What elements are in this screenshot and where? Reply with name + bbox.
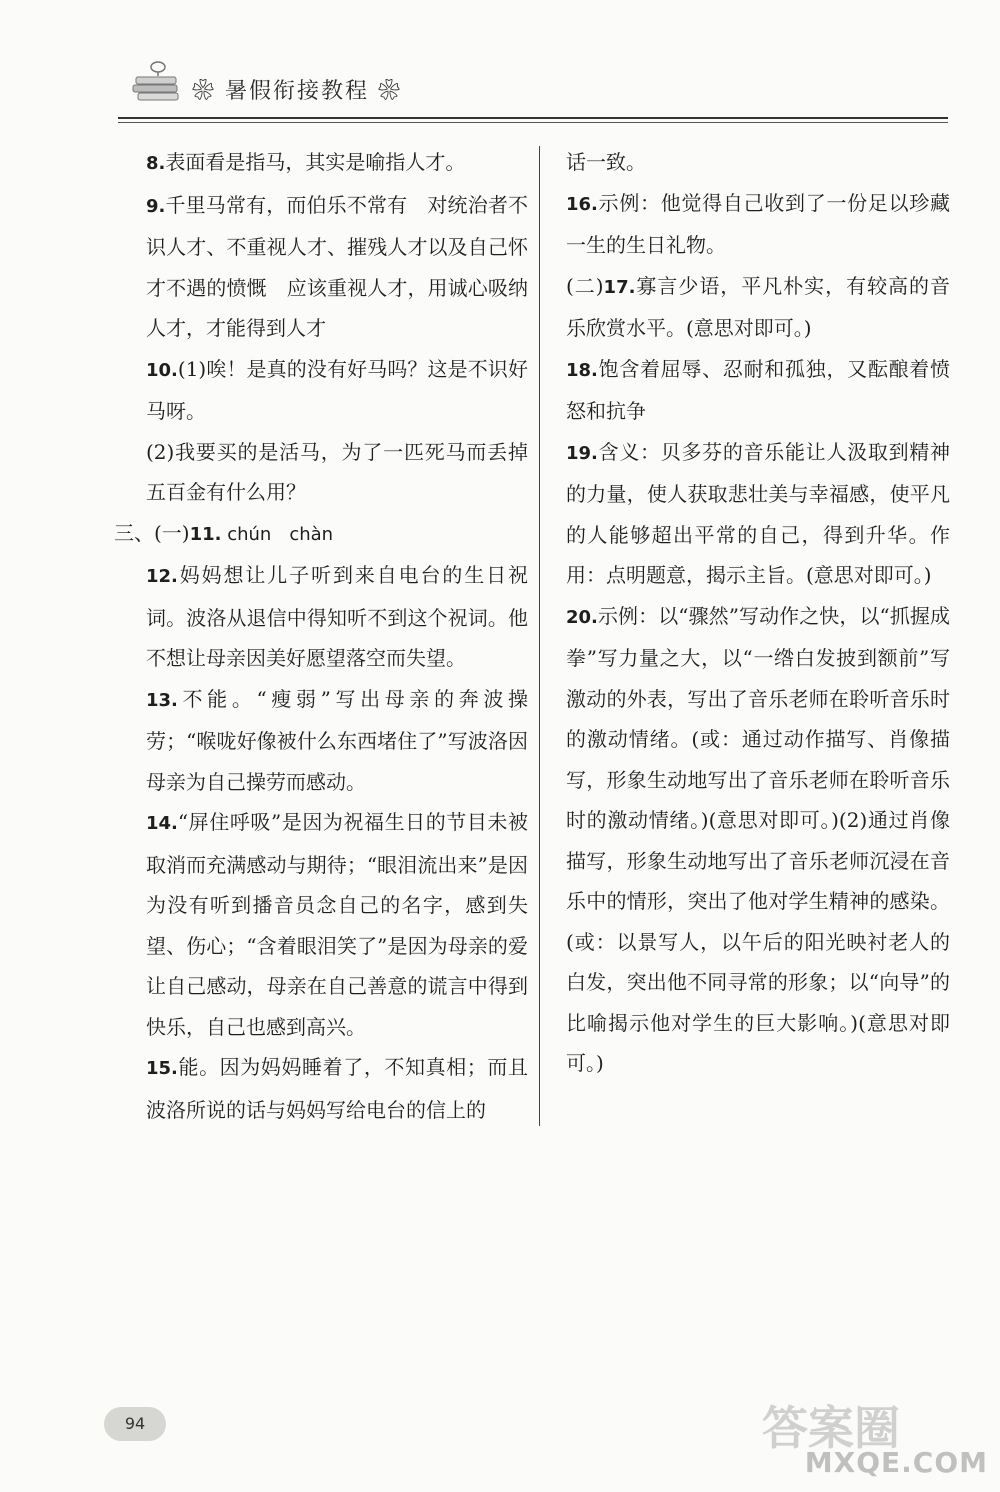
books-icon	[130, 58, 182, 106]
answer-item: 10.(1)唉！是真的没有好马吗？这是不识好马呀。	[146, 356, 528, 423]
answer-item: 18.饱含着屈辱、忍耐和孤独，又酝酿着愤怒和抗争	[566, 356, 950, 423]
page-number: 94	[104, 1407, 166, 1441]
answer-item: 8.表面看是指马，其实是喻指人才。	[146, 150, 466, 174]
column-divider	[539, 146, 540, 1126]
answer-item: 20.示例：以“骤然”写动作之快，以“抓握成拳”写力量之大，以“一绺白发披到额前”写激动的外表，写出了音乐老师在聆听音乐时的激动情绪。(或：通过动作描写、肖像描写，形象生动地写出了音乐老师在聆听音乐时的激动情绪。)(意思对即可。)(2)通过肖像描写，形象生动地写出了音乐老师沉浸在音乐中的情形，突出了他对学生精神的感染。(或：以景写人，以午后的阳光映衬老人的白发，突出他不同寻常的形象；以“向导”的比喻揭示他对学生的巨大影响。)(意思对即可。)	[566, 603, 950, 1075]
answer-item: 16.示例：他觉得自己收到了一份足以珍藏一生的生日礼物。	[566, 190, 950, 257]
header-rule-thin	[118, 122, 948, 123]
watermark-text: MXQE.COM	[804, 1446, 988, 1479]
answer-item: 14.“屏住呼吸”是因为祝福生日的节目未被取消而充满感动与期待；“眼泪流出来”是因为没有听到播音员念自己的名字，感到失望、伤心；“含着眼泪笑了”是因为母亲的爱让自己感动，母亲在自己善意的谎言中得到快乐，自己也感到高兴。	[146, 810, 528, 1039]
answer-item: 13.不能。“瘦弱”写出母亲的奔波操劳；“喉咙好像被什么东西堵住了”写波洛因母亲为自己操劳而感动。	[146, 686, 528, 794]
watermark-mark: 答案圈	[762, 1401, 900, 1455]
section-heading: (二)17.寡言少语，平凡朴实，有较高的音乐欣赏水平。(意思对即可。)	[566, 273, 950, 340]
answer-item: 9.千里马常有，而伯乐不常有 对统治者不识人才、不重视人才、摧残人才以及自己怀才不遇的愤慨 应该重视人才，用诚心吸纳人才，才能得到人才	[146, 192, 528, 340]
left-column	[114, 142, 528, 1130]
header-rule	[118, 117, 948, 119]
answer-item: (2)我要买的是活马，为了一匹死马而丢掉五百金有什么用？	[146, 439, 528, 504]
header-title: ❀ 暑假衔接教程 ❀	[192, 79, 402, 104]
answer-item: 12.妈妈想让儿子听到来自电台的生日祝词。波洛从退信中得知听不到这个祝词。他不想让母亲因美好愿望落空而失望。	[146, 563, 528, 670]
section-heading: 三、(一)11. chún chàn	[114, 520, 334, 545]
page-header	[0, 0, 1000, 130]
right-column	[566, 142, 950, 1084]
watermark	[752, 1392, 988, 1484]
answer-item: 话一致。	[566, 150, 646, 174]
answer-item: 15.能。因为妈妈睡着了，不知真相；而且波洛所说的话与妈妈写给电台的信上的	[146, 1055, 528, 1122]
answer-item: 19.含义：贝多芬的音乐能让人汲取到精神的力量，使人获取悲壮美与幸福感，使平凡的人能够超出平常的自己，得到升华。作用：点明题意，揭示主旨。(意思对即可。)	[566, 439, 950, 587]
